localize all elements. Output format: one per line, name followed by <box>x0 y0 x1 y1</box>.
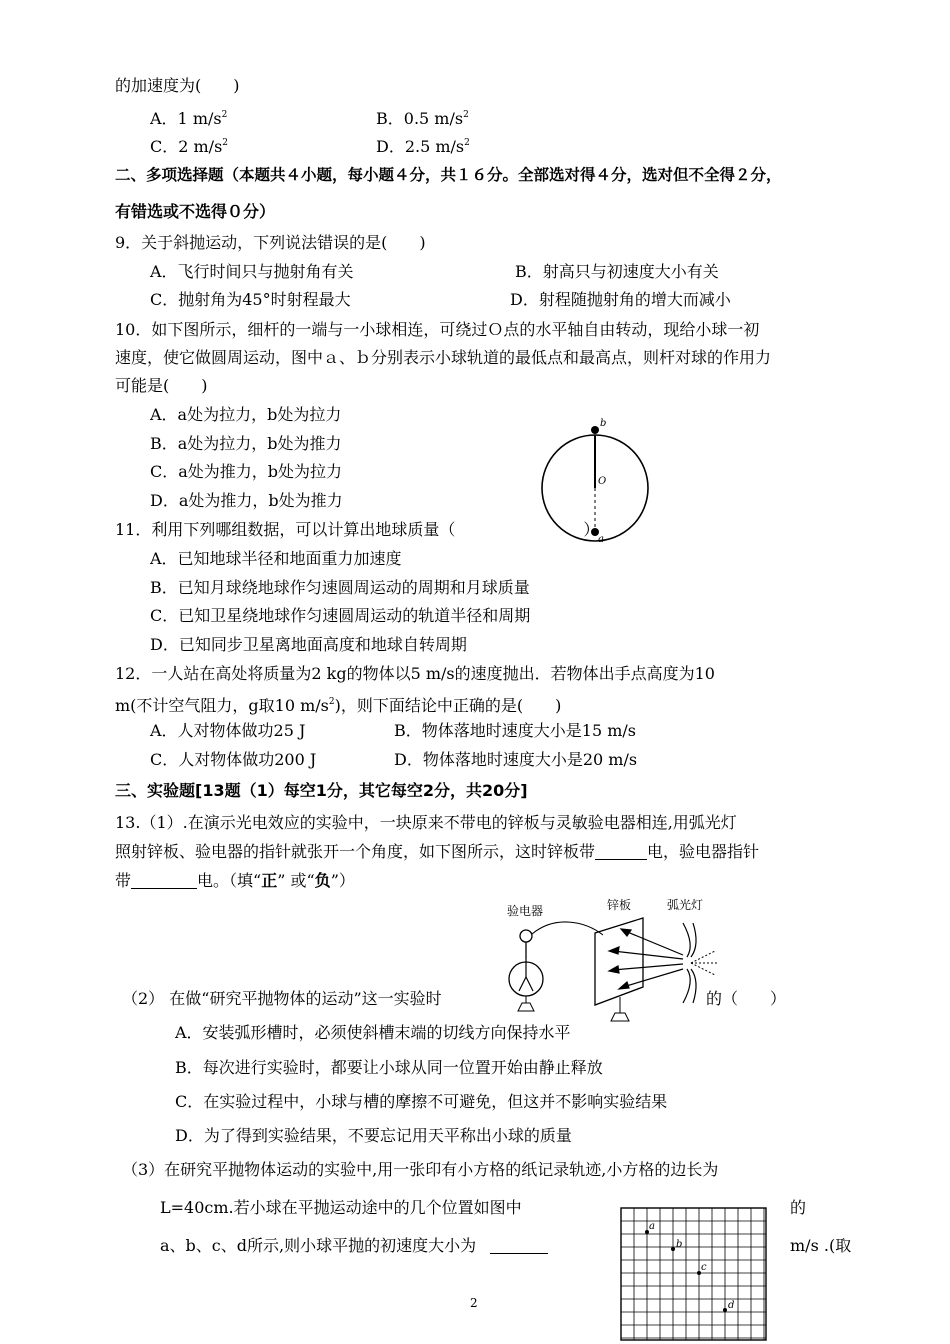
q13-3-stem-line3: a、b、c、d所示,则小球平抛的初速度大小为 <box>160 1236 548 1256</box>
section2-heading: 二、多项选择题（本题共４小题，每小题４分，共１６分。全部选对得４分，选对但不全得２分， <box>115 166 782 184</box>
trajectory-grid-figure <box>620 1207 770 1342</box>
blank-zinc-charge[interactable] <box>595 843 647 860</box>
q11-stem: 11．利用下列哪组数据，可以计算出地球质量（ ） <box>115 520 600 539</box>
q10-option-d: D．a处为推力，b处为推力 <box>150 491 343 510</box>
q10-stem-line3: 可能是( ) <box>115 376 208 395</box>
q10-stem-line1: 10．如下图所示，细杆的一端与一小球相连，可绕过Ｏ点的水平轴自由转动，现给小球一初 <box>115 320 760 339</box>
label-zinc: 锌板 <box>607 898 632 912</box>
ball-top <box>591 426 599 434</box>
q13-2-stem-tail: 的（ ） <box>706 989 787 1008</box>
section3-heading: 三、实验题[13题（1）每空1分，其它每空2分，共20分] <box>115 781 528 800</box>
electroscope-leaf-right <box>526 977 533 991</box>
q11-option-d: D．已知同步卫星离地面高度和地球自转周期 <box>150 635 467 654</box>
q9-option-c: C．抛射角为45°时射程最大 <box>150 290 351 309</box>
blank-initial-speed[interactable] <box>490 1237 548 1254</box>
q10-option-a: A．a处为拉力，b处为拉力 <box>150 405 342 424</box>
electroscope-knob <box>520 930 532 942</box>
q11-option-a: A．已知地球半径和地面重力加速度 <box>150 549 402 568</box>
q12-option-d: D．物体落地时速度大小是20 m/s <box>394 750 638 769</box>
q13-stem-line3: 带 电。（填“正” 或“负”） <box>115 871 355 890</box>
electroscope-leaf-left <box>519 977 526 991</box>
q10-option-c: C．a处为推力，b处为拉力 <box>150 462 343 481</box>
q13-2-option-d: D．为了得到实验结果，不要忘记用天平称出小球的质量 <box>175 1126 572 1145</box>
connecting-wire <box>532 922 603 935</box>
light-arrows <box>609 929 683 989</box>
q13-3-stem-line1: （3）在研究平抛物体运动的实验中,用一张印有小方格的纸记录轨迹,小方格的边长为 <box>122 1160 719 1179</box>
arc-lamp-electrode-top <box>683 923 690 957</box>
q9-option-b: B．射高只与初速度大小有关 <box>515 262 719 281</box>
q13-stem-line1: 13.（1）.在演示光电效应的实验中，一块原来不带电的锌板与灵敏验电器相连,用弧光灯 <box>115 813 737 832</box>
blank-electroscope-charge[interactable] <box>131 872 197 889</box>
q12-stem-line1: 12．一人站在高处将质量为2 kg的物体以5 m/s的速度抛出．若物体出手点高度为10 <box>115 664 715 683</box>
q13-3-stem-line2: L=40cm.若小球在平抛运动途中的几个位置如图中 <box>160 1198 522 1217</box>
label-b: b <box>600 418 607 429</box>
grid-border <box>621 1208 766 1340</box>
q12-stem-line2: m(不计空气阻力，g取10 $m/s^2$)，则下面结论中正确的是( ) <box>115 696 562 715</box>
q10-option-b: B．a处为拉力，b处为推力 <box>150 434 342 453</box>
label-o: O <box>598 476 607 487</box>
q13-2-option-a: A．安装弧形槽时，必须使斜槽末端的切线方向保持水平 <box>175 1023 571 1042</box>
page-number: 2 <box>470 1296 478 1310</box>
section2-heading-cont: 有错选或不选得０分） <box>115 202 276 221</box>
q11-option-c: C．已知卫星绕地球作匀速圆周运动的轨道半径和周期 <box>150 606 531 625</box>
q8-option-a: A．1 $m/s^2$ <box>150 109 228 128</box>
label-point-d: d <box>728 1300 735 1311</box>
q13-3-stem-line3-tail: m/s .(取 <box>790 1236 852 1255</box>
label-point-a: a <box>649 1221 655 1232</box>
q8-option-c: C．2 $m/s^2$ <box>150 137 229 156</box>
q13-3-stem-line2-tail: 的 <box>790 1198 807 1217</box>
label-a: a <box>598 534 604 544</box>
q8-stem-tail: 的加速度为( ) <box>115 76 240 95</box>
point-b <box>671 1247 675 1251</box>
q12-option-b: B．物体落地时速度大小是15 m/s <box>394 721 636 740</box>
q8-option-b: B．0.5 $m/s^2$ <box>376 109 469 128</box>
point-d <box>723 1308 727 1312</box>
zinc-plate <box>595 918 643 1005</box>
q9-stem: 9．关于斜抛运动，下列说法错误的是( ) <box>115 233 426 252</box>
q12-option-a: A．人对物体做功25 J <box>150 721 306 740</box>
q8-option-d: D．2.5 $m/s^2$ <box>376 137 470 156</box>
q13-2-stem: （2） 在做“研究平抛物体的运动”这一实验时 <box>122 989 442 1008</box>
q13-stem-line2: 照射锌板、验电器的指针就张开一个角度，如下图所示，这时锌板带 电，验电器指针 <box>115 842 760 861</box>
label-arc-lamp: 弧光灯 <box>667 898 704 912</box>
label-point-b: b <box>676 1239 683 1250</box>
q13-2-option-c: C．在实验过程中，小球与槽的摩擦不可避免，但这并不影响实验结果 <box>175 1092 668 1111</box>
arc-lamp-electrode-bottom <box>683 969 690 1003</box>
label-electroscope: 验电器 <box>507 904 544 918</box>
q13-2-option-b: B．每次进行实验时，都要让小球从同一位置开始由静止释放 <box>175 1058 603 1077</box>
q9-option-d: D．射程随抛射角的增大而减小 <box>510 290 731 309</box>
label-point-c: c <box>701 1262 707 1273</box>
q11-option-b: B．已知月球绕地球作匀速圆周运动的周期和月球质量 <box>150 578 530 597</box>
arc-rays <box>691 951 717 975</box>
q10-stem-line2: 速度，使它做圆周运动，图中ａ、ｂ分别表示小球轨道的最低点和最高点，则杆对球的作用力 <box>115 348 772 367</box>
q9-option-a: A．飞行时间只与抛射角有关 <box>150 262 354 281</box>
q12-option-c: C．人对物体做功200 J <box>150 750 317 769</box>
